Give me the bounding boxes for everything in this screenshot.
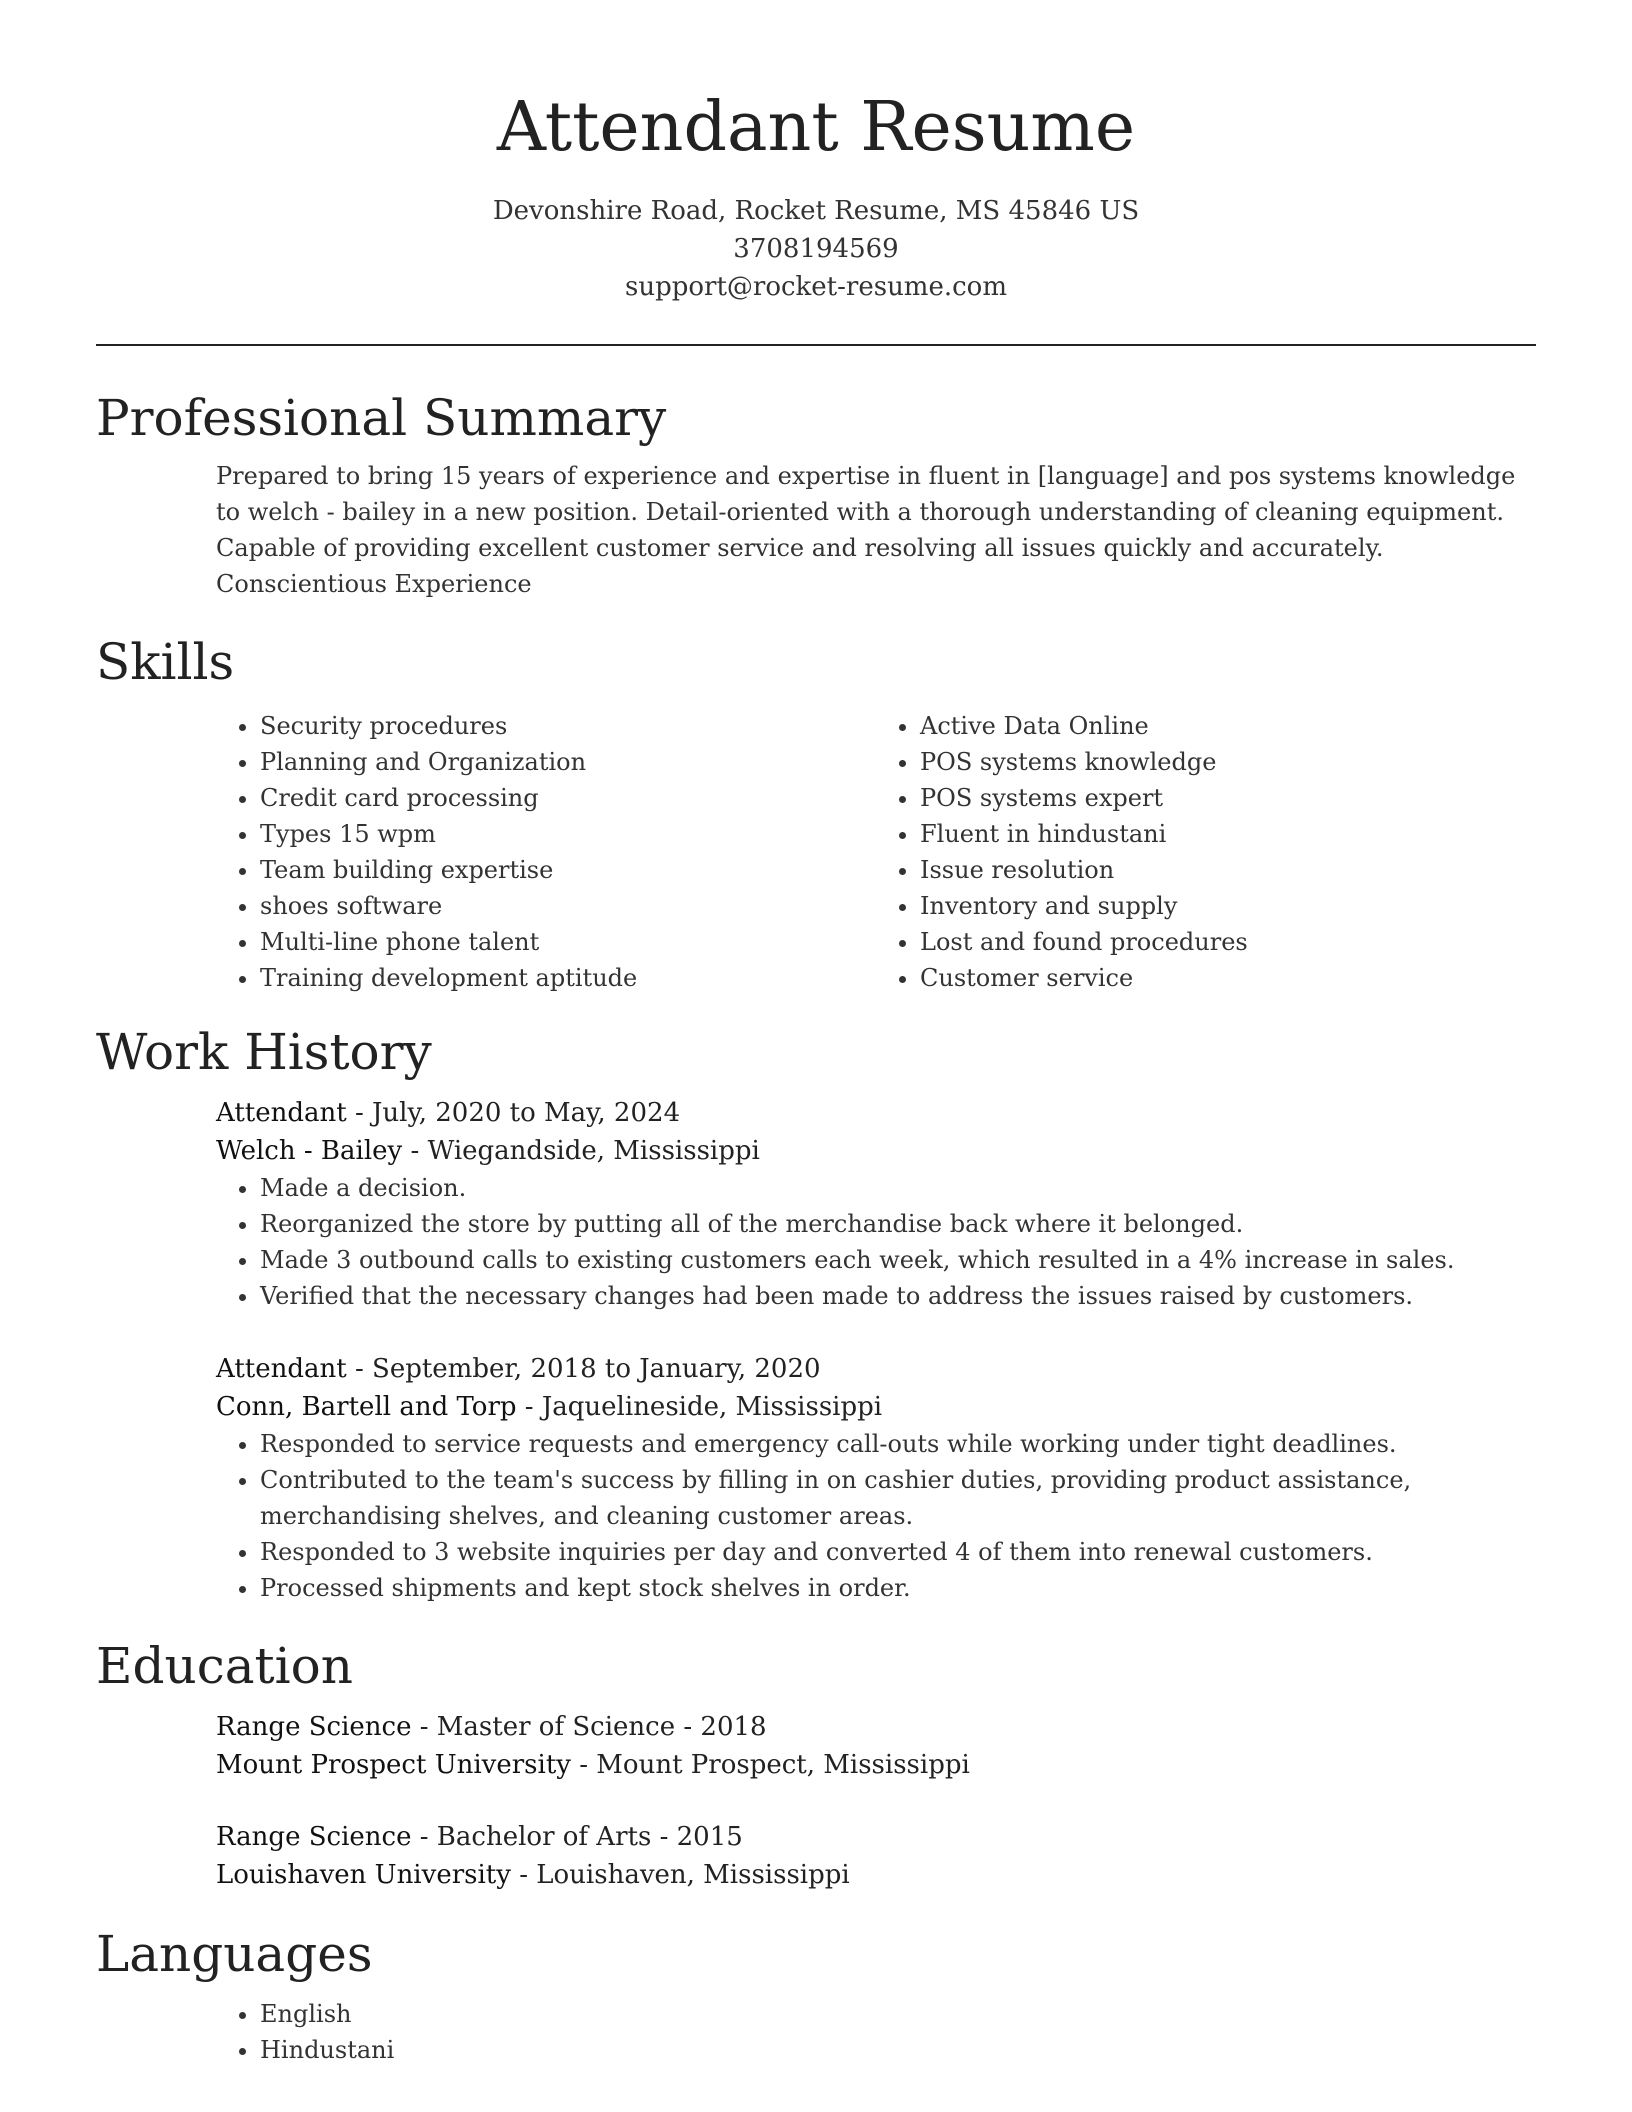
education-school: Mount Prospect University bbox=[216, 1750, 571, 1780]
education-field: Range Science bbox=[216, 1712, 412, 1742]
job-dates: - September, 2018 to January, 2020 bbox=[346, 1354, 821, 1384]
education-location: - Mount Prospect, Mississippi bbox=[570, 1750, 970, 1780]
education-location: - Louishaven, Mississippi bbox=[510, 1860, 850, 1890]
job-role: Attendant bbox=[216, 1098, 347, 1128]
list-item: • Customer service bbox=[920, 960, 1536, 996]
skills-section bbox=[96, 630, 1536, 996]
list-item: • Made a decision. bbox=[260, 1170, 1536, 1206]
job-company-line bbox=[216, 1132, 1536, 1170]
resume-header bbox=[96, 0, 1536, 306]
list-item: • Training development aptitude bbox=[260, 960, 876, 996]
languages-list bbox=[216, 1996, 1536, 2068]
job-entry bbox=[216, 1350, 1536, 1606]
job-location: - Jaquelineside, Mississippi bbox=[516, 1392, 883, 1422]
list-item: • Active Data Online bbox=[920, 708, 1536, 744]
list-item: • Team building expertise bbox=[260, 852, 876, 888]
header-divider bbox=[96, 344, 1536, 346]
skills-list-left bbox=[216, 708, 876, 996]
list-item: • Inventory and supply bbox=[920, 888, 1536, 924]
job-location: - Wiegandside, Mississippi bbox=[402, 1136, 760, 1166]
list-item: • Hindustani bbox=[260, 2032, 1536, 2068]
resume-page bbox=[96, 0, 1536, 2068]
education-degree-line bbox=[216, 1818, 1536, 1856]
list-item: • Reorganized the store by putting all of the merchandise back where it belonged. bbox=[260, 1206, 1536, 1242]
list-item: • Processed shipments and kept stock shelves in order. bbox=[260, 1570, 1536, 1606]
education-school-line bbox=[216, 1856, 1536, 1894]
job-bullets bbox=[216, 1426, 1536, 1606]
job-company: Welch - Bailey bbox=[216, 1136, 403, 1166]
job-bullets bbox=[216, 1170, 1536, 1314]
list-item: • Made 3 outbound calls to existing customers each week, which resulted in a 4% increase in sales. bbox=[260, 1242, 1536, 1278]
education-entry bbox=[216, 1818, 1536, 1894]
job-entry bbox=[216, 1094, 1536, 1314]
address: Devonshire Road, Rocket Resume, MS 45846 US bbox=[492, 196, 1140, 226]
list-item: • Issue resolution bbox=[920, 852, 1536, 888]
list-item: • POS systems knowledge bbox=[920, 744, 1536, 780]
job-role: Attendant bbox=[216, 1354, 347, 1384]
section-title-skills: Skills bbox=[96, 633, 235, 691]
list-item: • Security procedures bbox=[260, 708, 876, 744]
list-item: • Lost and found procedures bbox=[920, 924, 1536, 960]
education-section bbox=[96, 1634, 1536, 1894]
list-item: • Verified that the necessary changes had been made to address the issues raised by customers. bbox=[260, 1278, 1536, 1314]
email: support@rocket-resume.com bbox=[624, 272, 1007, 302]
section-title-languages: Languages bbox=[96, 1925, 373, 1983]
section-title-work: Work History bbox=[96, 1023, 432, 1081]
job-company: Conn, Bartell and Torp bbox=[216, 1392, 517, 1422]
list-item: • English bbox=[260, 1996, 1536, 2032]
section-title-summary: Professional Summary bbox=[96, 389, 667, 447]
list-item: • Responded to 3 website inquiries per day and converted 4 of them into renewal customers. bbox=[260, 1534, 1536, 1570]
education-degree-line bbox=[216, 1708, 1536, 1746]
list-item: • Credit card processing bbox=[260, 780, 876, 816]
summary-section bbox=[96, 386, 1536, 602]
education-field: Range Science bbox=[216, 1822, 412, 1852]
job-company-line bbox=[216, 1388, 1536, 1426]
work-section bbox=[96, 1020, 1536, 1606]
education-degree: - Bachelor of Arts - 2015 bbox=[411, 1822, 743, 1852]
list-item: • Contributed to the team's success by filling in on cashier duties, providing product assistance, merchandising shelves, and cleaning customer areas. bbox=[260, 1462, 1536, 1534]
list-item: • POS systems expert bbox=[920, 780, 1536, 816]
job-title-line bbox=[216, 1350, 1536, 1388]
education-school: Louishaven University bbox=[216, 1860, 511, 1890]
list-item: • Fluent in hindustani bbox=[920, 816, 1536, 852]
education-entry bbox=[216, 1708, 1536, 1784]
summary-text: Prepared to bring 15 years of experience and expertise in fluent in [language] and pos systems knowledge to welch - bailey in a new position. Detail-oriented with a thorough understanding of cleaning equipment. Capable of providing excellent customer service and resolving all issues quickly and accurately. Conscientious Experience bbox=[216, 462, 1516, 598]
section-title-education: Education bbox=[96, 1637, 353, 1695]
page-title: Attendant Resume bbox=[496, 88, 1136, 167]
education-degree: - Master of Science - 2018 bbox=[411, 1712, 767, 1742]
skills-list-right bbox=[876, 708, 1536, 996]
list-item: • Multi-line phone talent bbox=[260, 924, 876, 960]
languages-section bbox=[96, 1922, 1536, 2068]
list-item: • shoes software bbox=[260, 888, 876, 924]
list-item: • Responded to service requests and emergency call-outs while working under tight deadlines. bbox=[260, 1426, 1536, 1462]
phone: 3708194569 bbox=[733, 234, 899, 264]
list-item: • Planning and Organization bbox=[260, 744, 876, 780]
education-school-line bbox=[216, 1746, 1536, 1784]
job-dates: - July, 2020 to May, 2024 bbox=[346, 1098, 681, 1128]
job-title-line bbox=[216, 1094, 1536, 1132]
list-item: • Types 15 wpm bbox=[260, 816, 876, 852]
